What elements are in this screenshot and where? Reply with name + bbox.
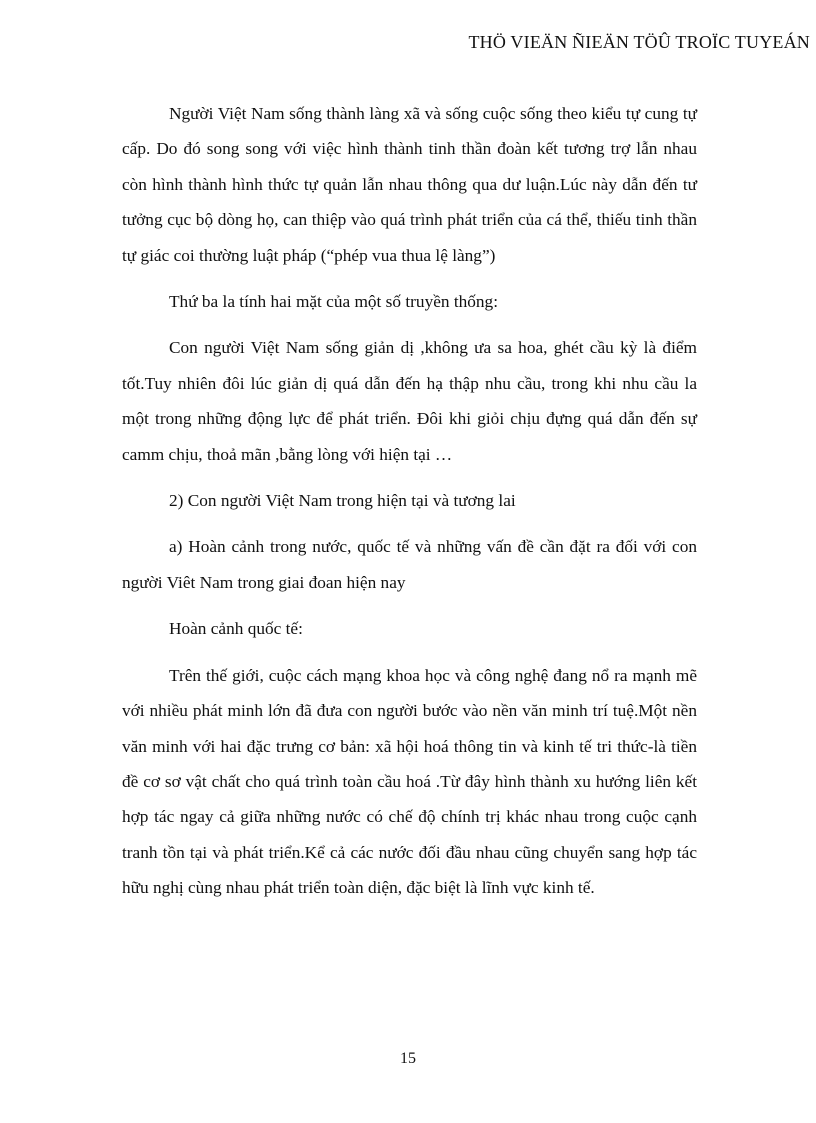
document-body	[122, 96, 697, 917]
paragraph-international-heading: Hoàn cảnh quốc tế:	[169, 619, 303, 639]
paragraph-third-point-heading: Thứ ba la tính hai mặt của một số truyền thống:	[169, 292, 499, 312]
paragraph-village-autarky: Người Việt Nam sống thành làng xã và sống cuộc sống theo kiểu tự cung tự cấp. Do đó song song với việc hình thành tinh thần đoàn kết tương trợ lẫn nhau còn hình thành hình thức tự quản lẫn nhau thông qua dư luận.Lúc này dẫn đến tư tưởng cục bộ dòng họ, can thiệp vào quá trình phát triển của cá thể, thiếu tinh thần tự giác coi thường luật pháp (“phép vua thua lệ làng”)	[122, 104, 697, 265]
paragraph-simplicity: Con người Việt Nam sống giản dị ,không ưa sa hoa, ghét cầu kỳ là điểm tốt.Tuy nhiên đôi lúc giản dị quá dẫn đến hạ thập nhu cầu, trong khi nhu cầu la một trong những động lực để phát triển. Đôi khi giỏi chịu đựng quá dẫn đến sự camm chịu, thoả mãn ,bằng lòng với hiện tại …	[122, 338, 697, 464]
section-heading-present-future: 2) Con người Việt Nam trong hiện tại và tương lai	[169, 491, 516, 511]
paragraph-global-revolution: Trên thế giới, cuộc cách mạng khoa học và công nghệ đang nổ ra mạnh mẽ với nhiều phát minh lớn đã đưa con người bước vào nền văn minh trí tuệ.Một nền văn minh với hai đặc trưng cơ bản: xã hội hoá thông tin và kinh tế tri thức-là tiền đề cơ sơ vật chất cho quá trình toàn cầu hoá .Từ đây hình thành xu hướng liên kết hợp tác ngay cả giữa những nước có chế độ chính trị khác nhau trong cuộc cạnh tranh tồn tại và phát triển.Kể cả các nước đối đầu nhau cũng chuyển sang hợp tác hữu nghị cùng nhau phát triển toàn diện, đặc biệt là lĩnh vực kinh tế.	[122, 665, 697, 898]
page-header: THÖ VIEÄN ÑIEÄN TÖÛ TROÏC TUYEÁN	[468, 32, 810, 52]
subsection-heading-circumstances: a) Hoàn cảnh trong nước, quốc tế và những vấn đề cần đặt ra đối với con người Viêt Nam trong giai đoan hiện nay	[122, 537, 697, 592]
page-number: 15	[400, 1050, 416, 1067]
